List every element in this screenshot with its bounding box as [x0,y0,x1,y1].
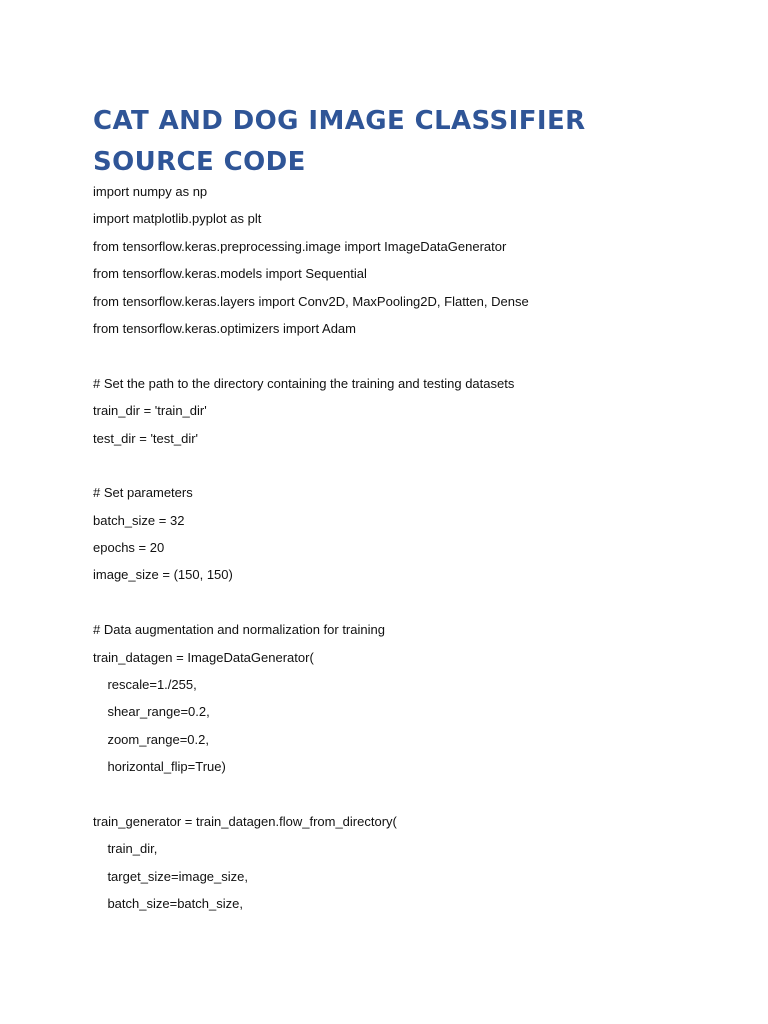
code-line [93,452,733,479]
code-line: from tensorflow.keras.layers import Conv2D, MaxPooling2D, Flatten, Dense [93,293,529,309]
code-line: from tensorflow.keras.preprocessing.image import ImageDataGenerator [93,238,507,254]
code-line: target_size=image_size, [93,868,248,884]
code-line: image_size = (150, 150) [93,567,233,583]
code-line: from tensorflow.keras.optimizers import Adam [93,320,356,336]
title-line-1: CAT AND DOG IMAGE CLASSIFIER [93,106,586,136]
code-line: horizontal_flip=True) [93,759,226,775]
code-line: # Set parameters [93,485,193,501]
code-line: rescale=1./255, [93,677,197,693]
code-line [93,342,733,369]
code-line: batch_size = 32 [93,512,185,528]
source-code-block [93,178,733,918]
code-line: import numpy as np [93,184,208,199]
code-line: train_datagen = ImageDataGenerator( [93,649,314,665]
code-line: train_dir, [93,841,158,857]
title-line-2: SOURCE CODE [93,147,306,177]
code-line: # Data augmentation and normalization for training [93,622,385,638]
code-line [93,589,733,616]
code-line: epochs = 20 [93,540,165,556]
code-line: train_generator = train_datagen.flow_from_directory( [93,813,397,829]
code-line: from tensorflow.keras.models import Sequential [93,266,367,282]
code-line: import matplotlib.pyplot as plt [93,211,262,227]
code-line: train_dir = 'train_dir' [93,403,207,419]
document-title [93,101,693,183]
code-line: zoom_range=0.2, [93,731,209,747]
code-line [93,781,733,808]
code-line: test_dir = 'test_dir' [93,430,199,446]
code-line: shear_range=0.2, [93,704,210,720]
code-line: batch_size=batch_size, [93,896,243,912]
code-line: # Set the path to the directory containing the training and testing datasets [93,375,515,391]
